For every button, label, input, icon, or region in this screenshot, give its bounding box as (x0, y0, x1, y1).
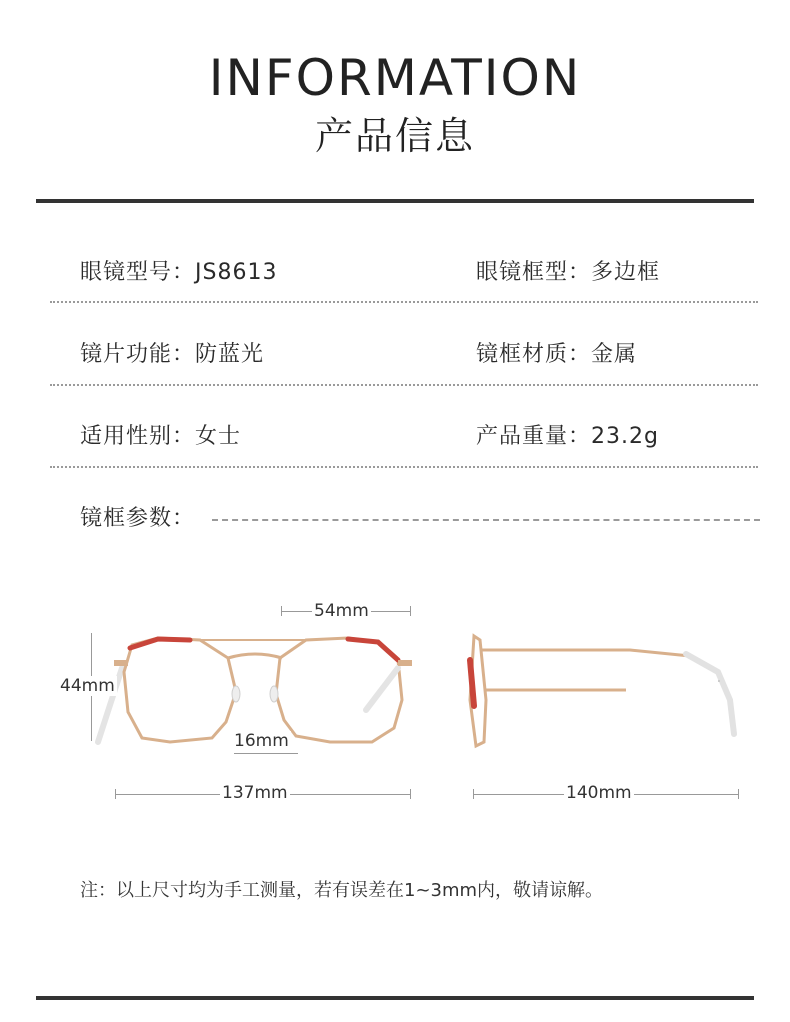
spec-gender-label: 适用性别： (80, 424, 196, 449)
spec-lens-function-label: 镜片功能： (80, 342, 196, 367)
spec-model-label: 眼镜型号： (80, 260, 196, 285)
total-width-tick-right (410, 789, 411, 799)
temple-length-label: 140mm (566, 783, 632, 803)
lens-width-tick-left (281, 606, 282, 616)
spec-model-value: JS8613 (195, 260, 278, 285)
spec-frame-material-label: 镜框材质： (476, 342, 592, 367)
total-width-tick-left (115, 789, 116, 799)
total-width-label: 137mm (222, 783, 288, 803)
measurement-note: 注：以上尺寸均为手工测量，若有误差在1~3mm内，敬请谅解。 (80, 880, 604, 901)
title-chinese: 产品信息 (314, 114, 475, 158)
spec-lens-function-value: 防蓝光 (195, 342, 265, 367)
lens-width-label: 54mm (314, 601, 369, 621)
spec-weight-value: 23.2g (591, 424, 659, 449)
spec-weight-label: 产品重量： (476, 424, 592, 449)
spec-frame-material-value: 金属 (591, 342, 638, 367)
lens-width-tick-right (410, 606, 411, 616)
spec-gender-value: 女士 (195, 424, 242, 449)
spec-frame-type-label: 眼镜框型： (476, 260, 592, 285)
bottom-divider (36, 996, 754, 1000)
temple-length-tick-left (473, 789, 474, 799)
lens-height-label: 44mm (60, 676, 115, 696)
bridge-label: 16mm (234, 731, 289, 751)
temple-length-tick-right (738, 789, 739, 799)
bridge-line (234, 753, 298, 754)
spec-frame-params-label: 镜框参数： (80, 506, 196, 531)
spec-frame-type-value: 多边框 (591, 260, 661, 285)
title-english: INFORMATION (208, 49, 582, 107)
